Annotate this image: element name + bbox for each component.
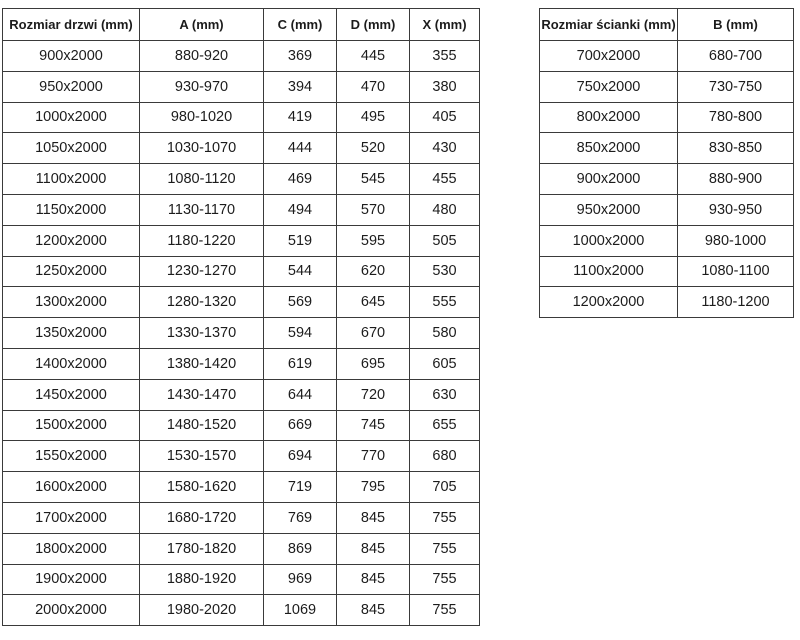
table-cell: 755 [410, 595, 480, 626]
table-cell: 669 [264, 410, 337, 441]
table-cell: 1800x2000 [3, 533, 140, 564]
table-cell: 1000x2000 [540, 225, 678, 256]
table-cell: 869 [264, 533, 337, 564]
table-cell: 445 [337, 41, 410, 72]
table-cell: 980-1020 [140, 102, 264, 133]
table-row [3, 287, 480, 318]
table-cell: 1050x2000 [3, 133, 140, 164]
table-cell: 1180-1220 [140, 225, 264, 256]
table-cell: 680-700 [678, 41, 794, 72]
header-row [540, 9, 794, 41]
table-cell: 369 [264, 41, 337, 72]
table-row [3, 164, 480, 195]
table-cell: 745 [337, 410, 410, 441]
table-cell: 969 [264, 564, 337, 595]
table-row [3, 318, 480, 349]
table-cell: 655 [410, 410, 480, 441]
table-cell: 480 [410, 194, 480, 225]
table-cell: 405 [410, 102, 480, 133]
table-row [3, 533, 480, 564]
table-cell: 850x2000 [540, 133, 678, 164]
table-cell: 645 [337, 287, 410, 318]
table-cell: 980-1000 [678, 225, 794, 256]
table-row [540, 287, 794, 318]
table-cell: 544 [264, 256, 337, 287]
table-row [3, 102, 480, 133]
table-cell: 605 [410, 348, 480, 379]
table-cell: 680 [410, 441, 480, 472]
table-cell: 1780-1820 [140, 533, 264, 564]
table-row [3, 256, 480, 287]
table-cell: 1230-1270 [140, 256, 264, 287]
table-cell: 900x2000 [3, 41, 140, 72]
table-cell: 455 [410, 164, 480, 195]
table-cell: 719 [264, 472, 337, 503]
table-row [3, 194, 480, 225]
table-cell: 1700x2000 [3, 502, 140, 533]
table-cell: 845 [337, 502, 410, 533]
table-cell: 930-970 [140, 71, 264, 102]
column-header: D (mm) [337, 9, 410, 41]
table-cell: 580 [410, 318, 480, 349]
table-cell: 469 [264, 164, 337, 195]
table-cell: 845 [337, 595, 410, 626]
table-cell: 900x2000 [540, 164, 678, 195]
table-cell: 644 [264, 379, 337, 410]
table-cell: 800x2000 [540, 102, 678, 133]
table-cell: 1000x2000 [3, 102, 140, 133]
table-cell: 595 [337, 225, 410, 256]
table-row [3, 379, 480, 410]
table-row [540, 71, 794, 102]
table-cell: 1200x2000 [540, 287, 678, 318]
table-cell: 470 [337, 71, 410, 102]
table-cell: 1280-1320 [140, 287, 264, 318]
table-row [540, 256, 794, 287]
table-row [540, 225, 794, 256]
table-cell: 380 [410, 71, 480, 102]
table-cell: 394 [264, 71, 337, 102]
table-cell: 1400x2000 [3, 348, 140, 379]
table-cell: 950x2000 [540, 194, 678, 225]
table-cell: 694 [264, 441, 337, 472]
table-cell: 830-850 [678, 133, 794, 164]
table-cell: 1980-2020 [140, 595, 264, 626]
table-cell: 630 [410, 379, 480, 410]
table-cell: 845 [337, 533, 410, 564]
table-cell: 1880-1920 [140, 564, 264, 595]
table-cell: 1350x2000 [3, 318, 140, 349]
table-cell: 570 [337, 194, 410, 225]
table-row [3, 133, 480, 164]
table-cell: 1680-1720 [140, 502, 264, 533]
table-cell: 505 [410, 225, 480, 256]
table-row [3, 410, 480, 441]
column-header: B (mm) [678, 9, 794, 41]
table-row [3, 502, 480, 533]
table-cell: 795 [337, 472, 410, 503]
table-cell: 520 [337, 133, 410, 164]
table-cell: 569 [264, 287, 337, 318]
table-cell: 1900x2000 [3, 564, 140, 595]
table-row [3, 595, 480, 626]
table-row [3, 348, 480, 379]
column-header: X (mm) [410, 9, 480, 41]
table-cell: 755 [410, 502, 480, 533]
table-cell: 1600x2000 [3, 472, 140, 503]
table-cell: 1380-1420 [140, 348, 264, 379]
table-row [3, 225, 480, 256]
table-cell: 1330-1370 [140, 318, 264, 349]
table-cell: 1450x2000 [3, 379, 140, 410]
table-row [3, 41, 480, 72]
table-cell: 755 [410, 533, 480, 564]
table-row [3, 441, 480, 472]
table-cell: 720 [337, 379, 410, 410]
table-cell: 1580-1620 [140, 472, 264, 503]
table-cell: 1080-1100 [678, 256, 794, 287]
table-cell: 419 [264, 102, 337, 133]
table-cell: 519 [264, 225, 337, 256]
table-cell: 1550x2000 [3, 441, 140, 472]
table-cell: 1480-1520 [140, 410, 264, 441]
table-cell: 1100x2000 [540, 256, 678, 287]
table-cell: 1250x2000 [3, 256, 140, 287]
table-cell: 1130-1170 [140, 194, 264, 225]
table-cell: 930-950 [678, 194, 794, 225]
table-cell: 1150x2000 [3, 194, 140, 225]
table-cell: 950x2000 [3, 71, 140, 102]
table-cell: 1180-1200 [678, 287, 794, 318]
header-row [3, 9, 480, 41]
table-cell: 700x2000 [540, 41, 678, 72]
table-cell: 530 [410, 256, 480, 287]
column-header: Rozmiar ścianki (mm) [540, 9, 678, 41]
table-cell: 670 [337, 318, 410, 349]
table-cell: 1300x2000 [3, 287, 140, 318]
table-row [540, 41, 794, 72]
table-cell: 880-920 [140, 41, 264, 72]
table-cell: 1200x2000 [3, 225, 140, 256]
door-sizes-table [2, 8, 480, 626]
table-cell: 1100x2000 [3, 164, 140, 195]
table-row [3, 564, 480, 595]
table-row [3, 71, 480, 102]
table-cell: 750x2000 [540, 71, 678, 102]
table-cell: 1500x2000 [3, 410, 140, 441]
column-header: C (mm) [264, 9, 337, 41]
table-cell: 780-800 [678, 102, 794, 133]
table-cell: 755 [410, 564, 480, 595]
table-cell: 1530-1570 [140, 441, 264, 472]
table-row [540, 102, 794, 133]
table-row [540, 164, 794, 195]
table-cell: 845 [337, 564, 410, 595]
table-cell: 1080-1120 [140, 164, 264, 195]
table-cell: 495 [337, 102, 410, 133]
table-cell: 880-900 [678, 164, 794, 195]
column-header: A (mm) [140, 9, 264, 41]
table-cell: 444 [264, 133, 337, 164]
table-cell: 695 [337, 348, 410, 379]
table-row [3, 472, 480, 503]
table-cell: 555 [410, 287, 480, 318]
table-row [540, 194, 794, 225]
table-cell: 594 [264, 318, 337, 349]
table-cell: 494 [264, 194, 337, 225]
table-cell: 430 [410, 133, 480, 164]
table-cell: 769 [264, 502, 337, 533]
table-cell: 705 [410, 472, 480, 503]
table-cell: 545 [337, 164, 410, 195]
table-cell: 619 [264, 348, 337, 379]
table-cell: 730-750 [678, 71, 794, 102]
table-row [540, 133, 794, 164]
table-cell: 620 [337, 256, 410, 287]
table-cell: 770 [337, 441, 410, 472]
table-cell: 2000x2000 [3, 595, 140, 626]
wall-sizes-table [539, 8, 794, 318]
table-cell: 1030-1070 [140, 133, 264, 164]
table-cell: 1430-1470 [140, 379, 264, 410]
column-header: Rozmiar drzwi (mm) [3, 9, 140, 41]
table-cell: 1069 [264, 595, 337, 626]
table-cell: 355 [410, 41, 480, 72]
